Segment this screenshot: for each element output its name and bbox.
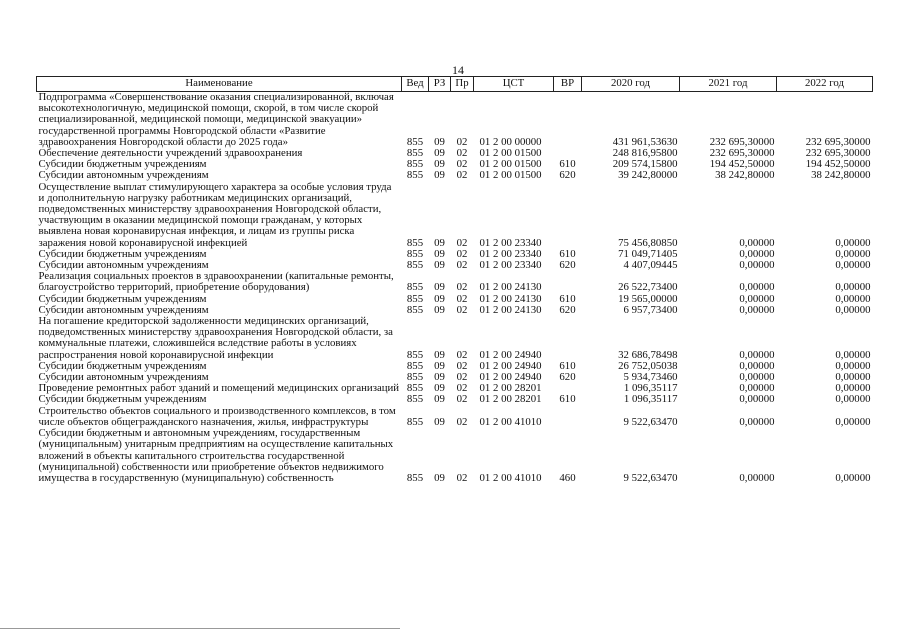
row-vr: 620 (559, 303, 576, 316)
row-ved: 855 (406, 471, 424, 484)
row-vr (554, 316, 582, 361)
row-2021: 0,00000 (739, 415, 775, 428)
row-ved: 855 (406, 135, 424, 148)
row-cst: 01 2 00 23340 (479, 259, 542, 272)
row-2020: 6 957,73400 (623, 303, 678, 316)
row-2020: 431 961,53630 (612, 135, 678, 148)
table-row (37, 406, 873, 428)
row-2021: 0,00000 (739, 259, 775, 272)
row-pr: 02 (456, 135, 468, 148)
row-cst: 01 2 00 24130 (479, 303, 542, 316)
row-rz: 09 (434, 169, 445, 182)
row-vr: 610 (559, 292, 576, 305)
row-ved: 855 (406, 303, 424, 316)
row-2021: 0,00000 (739, 393, 775, 406)
row-pr: 02 (456, 292, 468, 305)
row-2021: 0,00000 (739, 382, 775, 395)
row-2020: 209 574,15800 (612, 158, 678, 171)
row-2020: 9 522,63470 (623, 415, 678, 428)
row-2021: 0,00000 (739, 292, 775, 305)
row-name: Субсидии автономным учреждениям (38, 169, 209, 182)
row-name: На погашение кредиторской задолженности медицинских организаций, подведомственных министерству здравоохранения Новгородской области, за коммунальные платежи, сложившейся вследствие работы в условиях распространения новой коронавирусной инфекции (38, 315, 393, 361)
page-number: 14 (452, 63, 464, 77)
row-2022: 0,00000 (835, 303, 871, 316)
row-2022: 0,00000 (835, 281, 871, 294)
table-header-row (37, 77, 873, 92)
row-cst: 01 2 00 24940 (479, 371, 542, 384)
row-rz: 09 (434, 348, 445, 361)
row-cst: 01 2 00 23340 (479, 247, 542, 260)
row-2020: 5 934,73460 (623, 371, 678, 384)
row-cst: 01 2 00 41010 (479, 471, 542, 484)
row-cst: 01 2 00 28201 (479, 382, 542, 395)
table-row (37, 316, 873, 361)
row-2020: 32 686,78498 (618, 348, 678, 361)
row-2020: 248 816,95800 (612, 147, 678, 160)
row-2020: 39 242,80000 (618, 169, 678, 182)
row-rz: 09 (434, 281, 445, 294)
row-2020: 9 522,63470 (623, 471, 678, 484)
row-2022: 232 695,30000 (805, 147, 871, 160)
row-ved: 855 (406, 259, 424, 272)
row-2020: 1 096,35117 (623, 393, 678, 406)
header-2020: 2020 год (582, 77, 680, 92)
row-rz: 09 (434, 471, 445, 484)
row-name: Субсидии бюджетным учреждениям (38, 292, 207, 305)
row-2022: 232 695,30000 (805, 135, 871, 148)
row-2022: 0,00000 (835, 348, 871, 361)
row-rz: 09 (434, 247, 445, 260)
row-2021: 0,00000 (739, 359, 775, 372)
row-2022: 0,00000 (835, 371, 871, 384)
row-cst: 01 2 00 41010 (479, 415, 542, 428)
row-name: Строительство объектов социального и производственного комплексов, в том числе объектов общегражданского назначения, жилья, инфраструктуры (38, 404, 396, 428)
row-pr: 02 (456, 348, 468, 361)
row-name: Проведение ремонтных работ зданий и помещений медицинских организаций (38, 382, 400, 395)
row-pr: 02 (456, 236, 468, 249)
row-2022: 0,00000 (835, 382, 871, 395)
row-2020: 19 565,00000 (618, 292, 678, 305)
row-ved: 855 (406, 169, 424, 182)
row-name: Субсидии бюджетным учреждениям (38, 393, 207, 406)
row-pr: 02 (456, 382, 468, 395)
row-vr (554, 182, 582, 249)
row-ved: 855 (406, 236, 424, 249)
row-cst: 01 2 00 24130 (479, 281, 542, 294)
row-cst: 01 2 00 01500 (479, 147, 542, 160)
row-rz: 09 (434, 415, 445, 428)
table-body (37, 92, 873, 485)
row-2021: 0,00000 (739, 303, 775, 316)
row-2021: 0,00000 (739, 281, 775, 294)
row-2021: 0,00000 (739, 247, 775, 260)
row-cst: 01 2 00 01500 (479, 169, 542, 182)
row-2022: 0,00000 (835, 292, 871, 305)
table-row (37, 394, 873, 405)
table-row (37, 271, 873, 293)
row-name: Субсидии бюджетным учреждениям (38, 158, 207, 171)
row-ved: 855 (406, 281, 424, 294)
row-vr (554, 92, 582, 149)
header-name: Наименование (37, 77, 402, 92)
header-cst: ЦСТ (474, 77, 554, 92)
row-vr: 620 (559, 259, 576, 272)
row-ved: 855 (406, 382, 424, 395)
row-name: Субсидии автономным учреждениям (38, 259, 209, 272)
row-pr: 02 (456, 147, 468, 160)
row-pr: 02 (456, 471, 468, 484)
row-vr: 610 (559, 158, 576, 171)
header-pr: Пр (451, 77, 474, 92)
row-pr: 02 (456, 359, 468, 372)
row-pr: 02 (456, 158, 468, 171)
header-2021: 2021 год (680, 77, 777, 92)
row-rz: 09 (434, 359, 445, 372)
table-row (37, 428, 873, 484)
row-2021: 0,00000 (739, 371, 775, 384)
row-pr: 02 (456, 393, 468, 406)
row-2021: 38 242,80000 (715, 169, 775, 182)
row-rz: 09 (434, 259, 445, 272)
row-pr: 02 (456, 259, 468, 272)
row-pr: 02 (456, 371, 468, 384)
row-name: Обеспечение деятельности учреждений здравоохранения (38, 147, 303, 160)
row-2022: 38 242,80000 (811, 169, 871, 182)
row-cst: 01 2 00 28201 (479, 393, 542, 406)
bottom-rule (0, 628, 400, 629)
row-2022: 0,00000 (835, 259, 871, 272)
row-vr (554, 271, 582, 293)
row-ved: 855 (406, 393, 424, 406)
row-pr: 02 (456, 247, 468, 260)
header-vr: ВР (554, 77, 582, 92)
row-vr: 610 (559, 247, 576, 260)
row-name: Субсидии бюджетным учреждениям (38, 247, 207, 260)
row-2021: 232 695,30000 (709, 147, 775, 160)
row-vr: 610 (559, 359, 576, 372)
row-2020: 75 456,80850 (618, 236, 678, 249)
row-rz: 09 (434, 303, 445, 316)
row-vr: 610 (559, 393, 576, 406)
row-2020: 4 407,09445 (623, 259, 678, 272)
row-2021: 194 452,50000 (709, 158, 775, 171)
table-row (37, 170, 873, 181)
row-2022: 0,00000 (835, 359, 871, 372)
row-vr: 460 (559, 471, 576, 484)
row-2021: 0,00000 (739, 236, 775, 249)
row-rz: 09 (434, 371, 445, 384)
row-ved: 855 (406, 247, 424, 260)
row-name: Субсидии бюджетным и автономным учреждениям, государственным (муниципальным) унитарным предприятиям на осуществление капитальных вложений в объекты капитального строительства государственной (муниципальной) собственности или приобретение объектов недвижимого имущества в государственную (муниципальную) собственность (38, 427, 394, 484)
row-2022: 0,00000 (835, 247, 871, 260)
header-ved: Вед (402, 77, 429, 92)
header-rz: РЗ (429, 77, 451, 92)
row-rz: 09 (434, 382, 445, 395)
row-ved: 855 (406, 348, 424, 361)
row-rz: 09 (434, 135, 445, 148)
header-2022: 2022 год (777, 77, 873, 92)
row-2020: 71 049,71405 (618, 247, 678, 260)
table-row (37, 92, 873, 149)
row-pr: 02 (456, 415, 468, 428)
row-cst: 01 2 00 23340 (479, 236, 542, 249)
row-2022: 0,00000 (835, 471, 871, 484)
row-2021: 0,00000 (739, 348, 775, 361)
budget-table-sheet (36, 76, 872, 484)
row-2022: 0,00000 (835, 393, 871, 406)
row-ved: 855 (406, 359, 424, 372)
row-name: Субсидии автономным учреждениям (38, 371, 209, 384)
row-rz: 09 (434, 236, 445, 249)
budget-table (36, 76, 873, 484)
row-cst: 01 2 00 24130 (479, 292, 542, 305)
row-pr: 02 (456, 281, 468, 294)
row-2020: 1 096,35117 (623, 382, 678, 395)
row-ved: 855 (406, 371, 424, 384)
row-2022: 194 452,50000 (805, 158, 871, 171)
row-cst: 01 2 00 01500 (479, 158, 542, 171)
row-2021: 232 695,30000 (709, 135, 775, 148)
row-2022: 0,00000 (835, 415, 871, 428)
row-vr: 620 (559, 169, 576, 182)
row-name: Осуществление выплат стимулирующего характера за особые условия труда и дополнительную нагрузку работникам медицинских организаций, подведомственных министерству здравоохранения Новгородской области, участвующим в оказании медицинской помощи гражданам, у которых выявлена новая коронавирусная инфекция, и лицам из группы риска заражения новой коронавирусной инфекцией (38, 180, 392, 249)
row-cst: 01 2 00 00000 (479, 135, 542, 148)
row-vr (554, 406, 582, 428)
row-2022: 0,00000 (835, 236, 871, 249)
row-2021: 0,00000 (739, 471, 775, 484)
row-2020: 26 522,73400 (618, 281, 678, 294)
row-rz: 09 (434, 393, 445, 406)
row-ved: 855 (406, 158, 424, 171)
row-cst: 01 2 00 24940 (479, 348, 542, 361)
row-ved: 855 (406, 292, 424, 305)
row-name: Подпрограмма «Совершенствование оказания специализированной, включая высокотехнологичную, медицинской помощи, скорой, в том числе скорой специализированной, медицинской помощи, медицинской эвакуации» государственной программы Новгородской области «Развитие здравоохранения Новгородской области до 2025 года» (38, 91, 394, 148)
row-pr: 02 (456, 303, 468, 316)
row-name: Субсидии бюджетным учреждениям (38, 359, 207, 372)
row-name: Субсидии автономным учреждениям (38, 303, 209, 316)
row-ved: 855 (406, 415, 424, 428)
row-rz: 09 (434, 147, 445, 160)
table-row (37, 182, 873, 249)
row-rz: 09 (434, 292, 445, 305)
row-pr: 02 (456, 169, 468, 182)
row-name: Реализация социальных проектов в здравоохранении (капитальные ремонты, благоустройство территорий, приобретение оборудования) (38, 270, 394, 294)
row-ved: 855 (406, 147, 424, 160)
row-rz: 09 (434, 158, 445, 171)
row-2020: 26 752,05038 (618, 359, 678, 372)
row-vr: 620 (559, 371, 576, 384)
row-cst: 01 2 00 24940 (479, 359, 542, 372)
